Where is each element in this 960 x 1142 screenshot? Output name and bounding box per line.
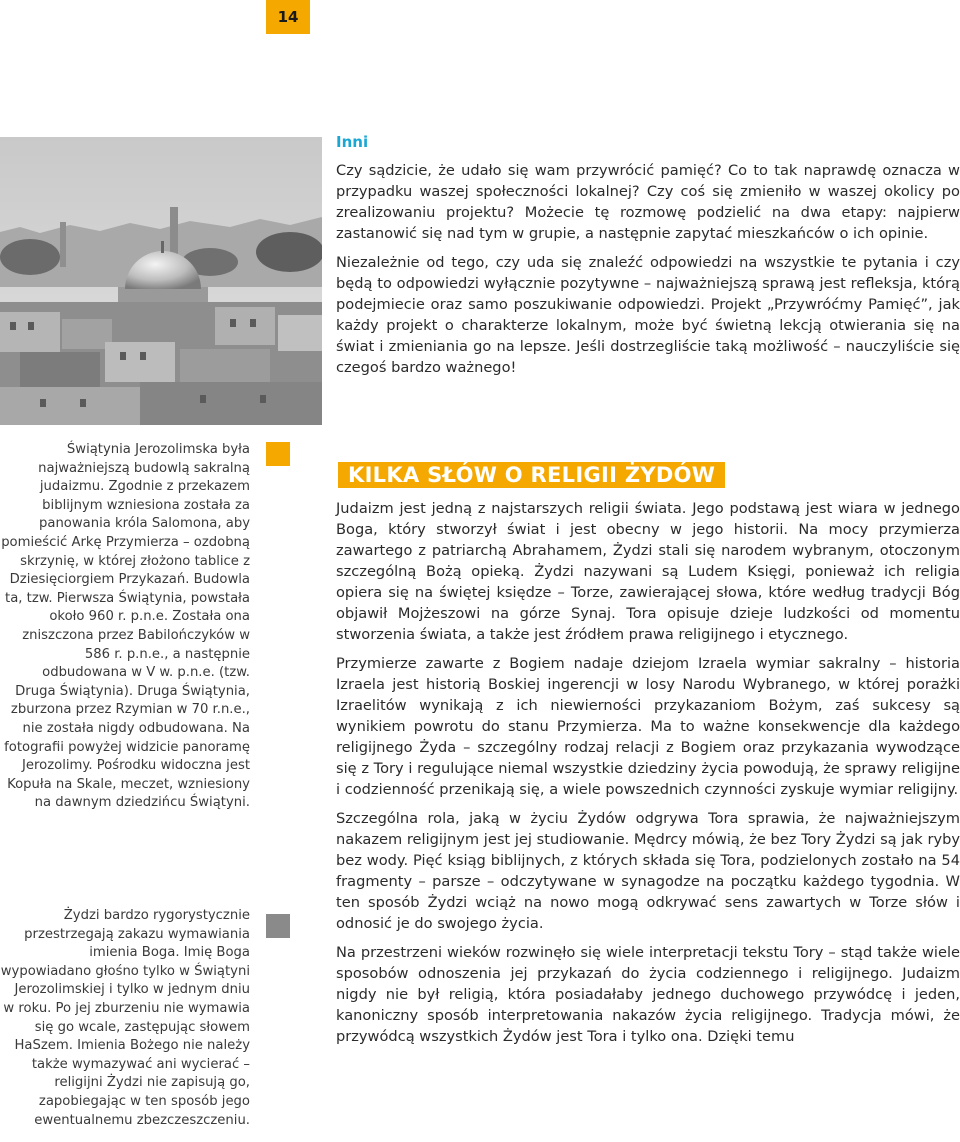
body-paragraph: Szczególna rola, jaką w życiu Żydów odgrywa Tora sprawia, że najważniejszym nakazem religijnym jest jej studiowanie. Mędrcy mówią, że bez Tory Żydzi są jak ryby bez wody. Pięć ksiąg biblijnych, z których składa się Tora, podzielonych zostało na 54 fragmenty – parsze – odczytywane w synagodze na początku każdego tygodnia. W ten sposób Żydzi wciąż na nowo mogą odkrywać sens zawartych w Torze słów i odnosić je do swojego życia. [336,810,960,932]
section-heading: KILKA SŁÓW O RELIGII ŻYDÓW [338,462,725,488]
inni-title: Inni [336,133,369,151]
orange-marker [266,442,290,466]
page-number: 14 [266,0,310,34]
inni-section [336,132,960,386]
caption-temple: Świątynia Jerozolimska była najważniejszą budowlą sakralną judaizmu. Zgodnie z przekazem biblijnym wzniesiona została za panowania króla Salomona, aby pomieścić Arkę Przymierza – ozdobną skrzynię, w której złożono tablice z Dziesięciorgiem Przykazań. Budowla ta, tzw. Pierwsza Świątynia, powstała około 960 r. p.n.e. Została ona zniszczona przez Babilończyków w 586 r. p.n.e., a następnie odbudowana w V w. p.n.e. (tzw. Druga Świątynia). Druga Świątynia, zburzona przez Rzymian w 70 r.n.e., nie została nigdy odbudowana. Na fotografii powyżej widzicie panoramę Jerozolimy. Pośrodku widoczna jest Kopuła na Skale, meczet, wzniesiony na dawnym dziedzińcu Świątyni. [1,442,250,811]
caption-god-name: Żydzi bardzo rygorystycznie przestrzegają zakazu wymawiania imienia Boga. Imię Boga wypowiadano głośno tylko w Świątyni Jerozolimskiej i tylko w jednym dniu w roku. Po jej zburzeniu nie wymawia się go wcale, zastępując słowem HaSzem. Imienia Bożego nie należy także wymazywać ani wycierać – religijni Żydzi nie zapisują go, zapobiegając w ten sposób jego ewentualnemu zbezczeszczeniu. [0,908,250,1128]
gray-marker [266,914,290,938]
photo-jerusalem [0,137,322,425]
religion-section [336,498,960,1055]
body-paragraph: Judaizm jest jedną z najstarszych religii świata. Jego podstawą jest wiara w jednego Boga, który stworzył świat i jest obecny w jego historii. Na mocy przymierza zawartego z patriarchą Abrahamem, Żydzi stali się narodem wybranym, otoczonym szczególną Bożą opieką. Żydzi nazywani są Ludem Księgi, ponieważ ich religia opiera się na świętej księdze – Torze, zawierającej słowa, które według tradycji Bóg objawił Mojżeszowi na górze Synaj. Tora opisuje dzieje ludzkości od momentu stworzenia świata, a także jest źródłem prawa religijnego i etycznego. [336,500,960,643]
body-paragraph: Przymierze zawarte z Bogiem nadaje dziejom Izraela wymiar sakralny – historia Izraela jest historią Boskiej ingerencji w losy Narodu Wybranego, w której porażki Izraelitów wynikają z ich niewierności przykazaniom Bożym, zaś sukcesy są wynikiem powrotu do stanu Przymierza. Ma to ważne konsekwencje dla każdego religijnego Żyda – szczególny rodzaj relacji z Bogiem oraz przykazania wywodzące się z Tory i regulujące niemal wszystkie dziedziny życia powodują, że sprawy religijne i codzienność przenikają się, a wiele powszednich czynności zyskuje wymiar religijny. [336,655,960,798]
inni-paragraph: Czy sądzicie, że udało się wam przywrócić pamięć? Co to tak naprawdę oznacza w przypadku waszej społeczności lokalnej? Czy coś się zmieniło w waszej okolicy po zrealizowaniu projektu? Możecie tę rozmowę podzielić na dwa etapy: najpierw zastanowić się nad tym w grupie, a następnie zapytać mieszkańców o ich opinie. [336,162,960,242]
body-paragraph: Na przestrzeni wieków rozwinęło się wiele interpretacji tekstu Tory – stąd także wiele sposobów odnoszenia jej przykazań do życia codziennego i religijnego. Judaizm nigdy nie był religią, która posiadałaby jednego duchowego przywódcę i jeden, kanoniczny sposób interpretowania nakazów życia religijnego. Tradycja mówi, że przywódcą wszystkich Żydów jest Tora i tylko ona. Dzięki temu [336,944,960,1045]
inni-paragraph: Niezależnie od tego, czy uda się znaleźć odpowiedzi na wszystkie te pytania i czy będą to odpowiedzi wyłącznie pozytywne – najważniejszą sprawą jest refleksja, którą podejmiecie oraz samo poszukiwanie odpowiedzi. Projekt „Przywróćmy Pamięć”, jak każdy projekt o charakterze lokalnym, może być świetną lekcją otwierania się na świat i zmieniania go na lepsze. Jeśli dostrzegliście taką możliwość – nauczyliście się czegoś bardzo ważnego! [336,254,960,376]
